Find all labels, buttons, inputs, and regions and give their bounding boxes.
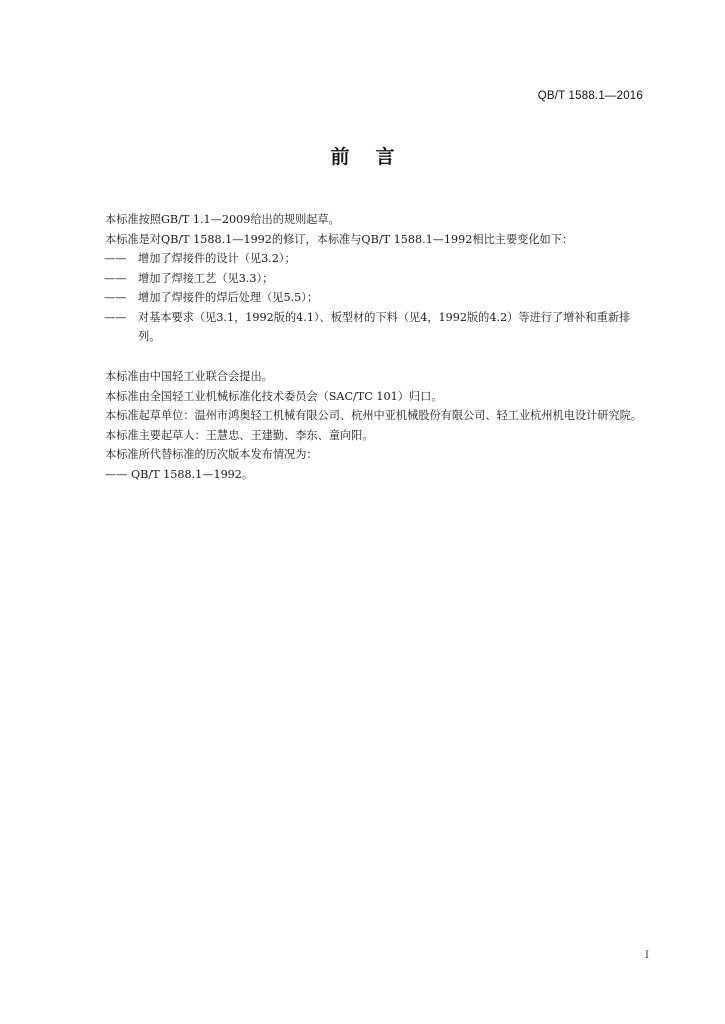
paragraph-technical-committee: 本标准由全国轻工业机械标准化技术委员会（SAC/TC 101）归口。 <box>105 389 443 403</box>
foreword-body-part1 <box>80 210 645 347</box>
change-list-item <box>80 308 645 347</box>
change-list-item-text: 增加了焊接件的焊后处理（见5.5）； <box>138 291 319 304</box>
page-title: 前言 <box>330 146 421 168</box>
dash-marker: —— <box>104 271 127 285</box>
paragraph-drafting-units: 本标准起草单位：温州市鸿奥轻工机械有限公司、杭州中亚机械股份有限公司、轻工业杭州机电设计研究院。 <box>105 409 643 422</box>
dash-marker: —— <box>104 310 127 324</box>
dash-marker: —— <box>104 252 127 265</box>
history-list-item <box>80 465 645 485</box>
dash-marker: —— <box>104 291 127 304</box>
paragraph-drafters: 本标准主要起草人：王慧忠、王建勤、李东、童向阳。 <box>105 428 374 442</box>
paragraph-history-intro: 本标准所代替标准的历次版本发布情况为： <box>105 448 318 461</box>
change-list-item-text: 对基本要求（见3.1，1992版的4.1）、板型材的下料（见4，1992版的4.2）等进行了增补和重新排列。 <box>138 310 631 343</box>
paragraph-proposer: 本标准由中国轻工业联合会提出。 <box>105 370 273 383</box>
paragraph-revision-statement: 本标准是对QB/T 1588.1—1992的修订，本标准与QB/T 1588.1—1992相比主要变化如下： <box>105 232 574 246</box>
change-list-item <box>80 269 645 289</box>
history-list-item-text: QB/T 1588.1—1992。 <box>130 467 254 481</box>
change-list-item-text: 增加了焊接工艺（见3.3）； <box>138 271 274 285</box>
foreword-body-part2 <box>80 367 645 484</box>
paragraph-drafting-rules: 本标准按照GB/T 1.1—2009给出的规则起草。 <box>105 213 340 226</box>
change-list-item-text: 增加了焊接件的设计（见3.2）； <box>138 252 296 265</box>
change-list-item <box>80 288 645 308</box>
dash-marker: —— <box>105 467 128 481</box>
standard-code: QB/T 1588.1—2016 <box>537 90 643 102</box>
page-number: I <box>645 950 649 961</box>
change-list-item <box>80 249 645 269</box>
